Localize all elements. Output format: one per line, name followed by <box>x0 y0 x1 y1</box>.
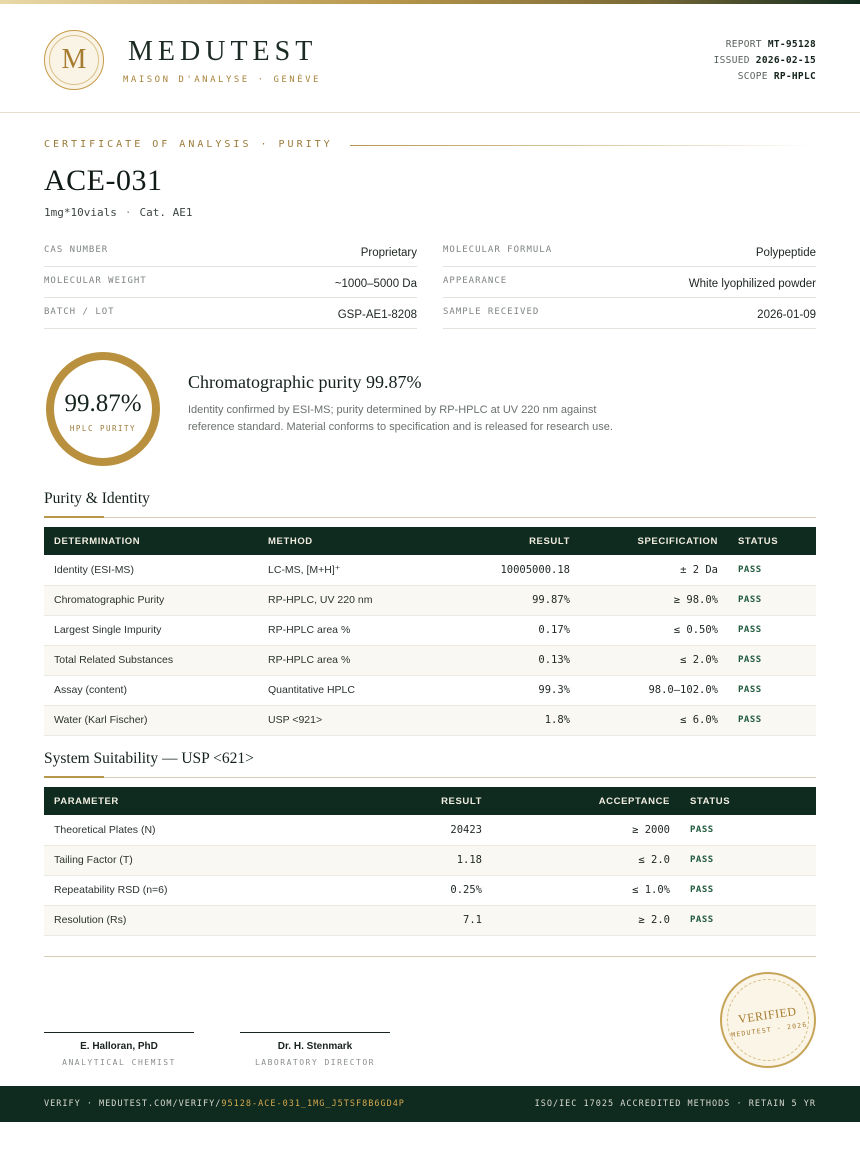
purity-title: Chromatographic purity 99.87% <box>188 372 422 392</box>
status-badge: PASS <box>690 885 714 895</box>
signature-director <box>240 1032 390 1067</box>
signature-analyst <box>44 1032 194 1067</box>
table-row: Identity (ESI-MS) LC-MS, [M+H]⁺ 10005000.18 ± 2 Da PASS <box>44 555 816 585</box>
section-rule <box>44 777 816 778</box>
system-suitability-table <box>44 787 816 936</box>
accreditation-note: ISO/IEC 17025 ACCREDITED METHODS · RETAIN 5 YR <box>534 1099 816 1109</box>
verified-stamp <box>720 972 816 1068</box>
product-size: 1mg*10vials <box>44 206 117 219</box>
property-cas: CAS NUMBER Proprietary <box>44 236 417 267</box>
signatory-name: E. Halloran, PhD <box>80 1041 158 1052</box>
property-received: SAMPLE RECEIVED 2026-01-09 <box>443 298 816 329</box>
footer-bar <box>0 1086 860 1122</box>
table-row: Resolution (Rs) 7.1 ≥ 2.0 PASS <box>44 905 816 935</box>
col-status: STATUS <box>738 535 779 547</box>
purity-identity-table <box>44 527 816 736</box>
col-acceptance: ACCEPTANCE <box>598 795 670 807</box>
product-subtitle: 1mg*10vials · Cat. AE1 <box>44 206 193 219</box>
logo-letter: M <box>61 44 87 75</box>
purity-description: Identity confirmed by ESI-MS; purity determined by RP-HPLC at UV 220 nm against reference standard. Material conforms to specification and is released for research use. <box>188 404 613 433</box>
status-badge: PASS <box>690 824 714 835</box>
report-header <box>0 4 860 113</box>
table-row: Assay (content) Quantitative HPLC 99.3% 98.0–102.0% PASS <box>44 675 816 705</box>
issued-date: 2026-02-15 <box>755 55 816 66</box>
report-meta <box>714 37 816 85</box>
product-catalog: Cat. AE1 <box>139 206 193 219</box>
status-badge: PASS <box>738 625 762 635</box>
section-rule <box>44 517 816 518</box>
col-specification: SPECIFICATION <box>637 535 718 547</box>
status-badge: PASS <box>738 655 762 665</box>
property-weight: MOLECULAR WEIGHT ~1000–5000 Da <box>44 267 417 298</box>
certificate-kicker: CERTIFICATE OF ANALYSIS · PURITY <box>44 139 333 150</box>
stamp-subtitle: MEDUTEST · 2026 <box>730 1020 808 1040</box>
table-header-row <box>44 527 816 555</box>
purity-ring <box>46 352 160 466</box>
brand-name: MEDUTEST <box>128 36 318 67</box>
product-title: ACE-031 <box>44 164 163 197</box>
status-badge: PASS <box>690 915 714 925</box>
section-title-suitability: System Suitability — USP <621> <box>44 750 254 767</box>
report-id-line: REPORT MT-95128 <box>725 39 816 50</box>
brand-logo <box>44 30 104 90</box>
section-title-purity: Purity & Identity <box>44 490 150 507</box>
table-row: Tailing Factor (T) 1.18 ≤ 2.0 PASS <box>44 845 816 875</box>
verify-code: 95128-ACE-031_1MG_J5TSF8B6GD4P <box>221 1099 405 1109</box>
section-accent <box>44 776 104 778</box>
scope-line: SCOPE RP-HPLC <box>737 71 816 82</box>
property-batch: BATCH / LOT GSP-AE1-8208 <box>44 298 417 329</box>
col-status: STATUS <box>690 795 731 807</box>
report-id: MT-95128 <box>767 39 816 50</box>
table-row: Largest Single Impurity RP-HPLC area % 0.17% ≤ 0.50% PASS <box>44 615 816 645</box>
col-method: METHOD <box>268 535 313 547</box>
section-accent <box>44 516 104 518</box>
property-formula: MOLECULAR FORMULA Polypeptide <box>443 236 816 267</box>
table-header-row <box>44 787 816 815</box>
signature-divider <box>44 956 816 957</box>
col-result: RESULT <box>529 535 570 547</box>
col-parameter: PARAMETER <box>54 795 119 807</box>
col-determination: DETERMINATION <box>54 535 141 547</box>
brand-tagline: MAISON D'ANALYSE · GENÈVE <box>123 75 321 85</box>
issued-line: ISSUED 2026-02-15 <box>713 55 816 66</box>
kicker-divider <box>350 145 816 146</box>
signatory-role: LABORATORY DIRECTOR <box>254 1058 375 1067</box>
stamp-title: VERIFIED <box>737 1004 798 1027</box>
table-row: Chromatographic Purity RP-HPLC, UV 220 nm 99.87% ≥ 98.0% PASS <box>44 585 816 615</box>
col-result: RESULT <box>441 795 482 807</box>
signatory-role: ANALYTICAL CHEMIST <box>62 1058 176 1067</box>
purity-ring-value: 99.87% <box>64 390 142 417</box>
table-row: Theoretical Plates (N) 20423 ≥ 2000 PASS <box>44 815 816 845</box>
status-badge: PASS <box>738 715 762 725</box>
status-badge: PASS <box>690 855 714 865</box>
table-row: Total Related Substances RP-HPLC area % 0.13% ≤ 2.0% PASS <box>44 645 816 675</box>
signatory-name: Dr. H. Stenmark <box>277 1041 353 1052</box>
purity-ring-label: HPLC PURITY <box>69 424 137 433</box>
property-appearance: APPEARANCE White lyophilized powder <box>443 267 816 298</box>
status-badge: PASS <box>738 685 762 695</box>
status-badge: PASS <box>738 564 762 575</box>
table-row: Repeatability RSD (n=6) 0.25% ≤ 1.0% PASS <box>44 875 816 905</box>
status-badge: PASS <box>738 595 762 605</box>
verify-link[interactable]: VERIFY · MEDUTEST.COM/VERIFY/95128-ACE-031_1MG_J5TSF8B6GD4P <box>44 1099 405 1109</box>
table-row: Water (Karl Fischer) USP <921> 1.8% ≤ 6.0% PASS <box>44 705 816 735</box>
scope-value: RP-HPLC <box>773 71 816 82</box>
